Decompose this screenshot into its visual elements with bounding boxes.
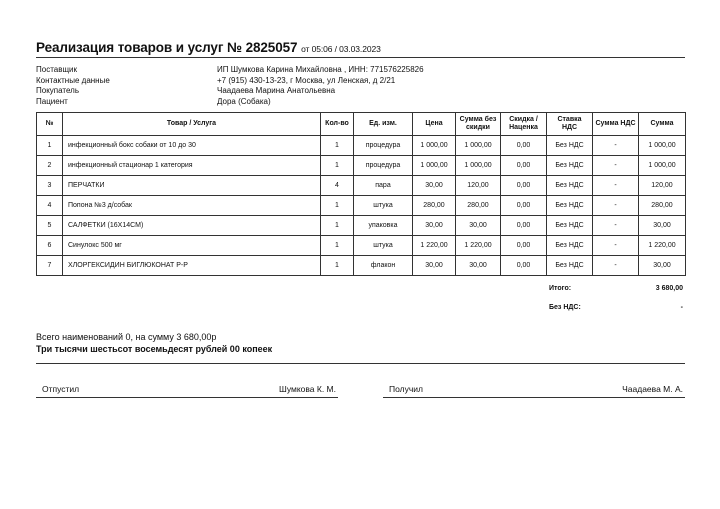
cell-unit: штука xyxy=(354,236,413,256)
cell-item: ПЕРЧАТКИ xyxy=(63,176,321,196)
signature-released xyxy=(36,384,338,398)
parties-info xyxy=(36,65,685,107)
cell-vat-rate: Без НДС xyxy=(547,256,593,276)
cell-discount: 0,00 xyxy=(501,176,547,196)
title-divider xyxy=(36,57,685,58)
cell-number: 2 xyxy=(37,156,63,176)
cell-price: 280,00 xyxy=(413,196,456,216)
vat-value: - xyxy=(680,304,683,311)
cell-sum: 30,00 xyxy=(639,256,686,276)
table-row xyxy=(37,236,686,256)
cell-number: 3 xyxy=(37,176,63,196)
title-text: Реализация товаров и услуг № 2825057 xyxy=(36,40,298,55)
cell-discount: 0,00 xyxy=(501,236,547,256)
cell-unit: флакон xyxy=(354,256,413,276)
cell-item: Синулокс 500 мг xyxy=(63,236,321,256)
info-row-supplier xyxy=(36,65,685,76)
cell-price: 1 000,00 xyxy=(413,156,456,176)
info-row-contacts xyxy=(36,76,685,87)
info-label: Контактные данные xyxy=(36,75,110,85)
cell-vat-sum: - xyxy=(593,136,639,156)
cell-qty: 1 xyxy=(321,256,354,276)
table-row xyxy=(37,136,686,156)
column-header: Товар / Услуга xyxy=(63,113,321,136)
cell-sum-before-discount: 120,00 xyxy=(456,176,501,196)
table-row xyxy=(37,176,686,196)
cell-discount: 0,00 xyxy=(501,196,547,216)
column-header: Сумма без скидки xyxy=(456,113,501,136)
summary-line: Всего наименований 0, на сумму 3 680,00р xyxy=(36,332,217,342)
vat-label: Без НДС: xyxy=(549,304,581,311)
cell-sum: 30,00 xyxy=(639,216,686,236)
received-name: Чаадаева М. А. xyxy=(622,384,683,394)
cell-qty: 1 xyxy=(321,196,354,216)
cell-vat-sum: - xyxy=(593,196,639,216)
totals-table xyxy=(36,279,685,317)
cell-number: 7 xyxy=(37,256,63,276)
column-header: № xyxy=(37,113,63,136)
column-header: Ставка НДС xyxy=(547,113,593,136)
info-row-buyer xyxy=(36,86,685,97)
cell-price: 30,00 xyxy=(413,216,456,236)
cell-unit: упаковка xyxy=(354,216,413,236)
info-value: +7 (915) 430-13-23, г Москва, ул Ленская, д 2/21 xyxy=(217,75,396,85)
total-value: 3 680,00 xyxy=(655,285,683,292)
cell-item: инфекционный стационар 1 категория xyxy=(63,156,321,176)
cell-sum-before-discount: 1 220,00 xyxy=(456,236,501,256)
cell-vat-rate: Без НДС xyxy=(547,156,593,176)
cell-item: САЛФЕТКИ (16Х14СМ) xyxy=(63,216,321,236)
items-table xyxy=(36,112,686,276)
cell-unit: процедура xyxy=(354,156,413,176)
cell-sum: 1 220,00 xyxy=(639,236,686,256)
cell-discount: 0,00 xyxy=(501,156,547,176)
table-row xyxy=(37,196,686,216)
cell-vat-sum: - xyxy=(593,216,639,236)
summary-divider xyxy=(36,363,685,364)
column-header: Сумма xyxy=(639,113,686,136)
info-label: Пациент xyxy=(36,96,68,106)
cell-price: 1 000,00 xyxy=(413,136,456,156)
document-title xyxy=(36,40,685,55)
cell-vat-rate: Без НДС xyxy=(547,196,593,216)
released-label: Отпустил xyxy=(42,384,80,394)
info-label: Поставщик xyxy=(36,65,78,74)
cell-discount: 0,00 xyxy=(501,216,547,236)
cell-sum: 1 000,00 xyxy=(639,136,686,156)
signatures xyxy=(36,384,685,398)
column-header: Кол-во xyxy=(321,113,354,136)
cell-qty: 1 xyxy=(321,236,354,256)
cell-sum-before-discount: 280,00 xyxy=(456,196,501,216)
signature-received xyxy=(383,384,685,398)
cell-discount: 0,00 xyxy=(501,256,547,276)
info-value: ИП Шумкова Карина Михайловна , ИНН: 771576225826 xyxy=(217,65,424,74)
column-header: Ед. изм. xyxy=(354,113,413,136)
cell-number: 6 xyxy=(37,236,63,256)
table-row xyxy=(37,156,686,176)
released-name: Шумкова К. М. xyxy=(279,384,336,394)
cell-sum-before-discount: 30,00 xyxy=(456,216,501,236)
vat-row xyxy=(36,298,685,317)
cell-number: 4 xyxy=(37,196,63,216)
column-header: Сумма НДС xyxy=(593,113,639,136)
cell-vat-sum: - xyxy=(593,176,639,196)
cell-vat-rate: Без НДС xyxy=(547,236,593,256)
total-row xyxy=(36,279,685,298)
cell-vat-rate: Без НДС xyxy=(547,176,593,196)
title-date: от 05:06 / 03.03.2023 xyxy=(301,44,381,54)
summary xyxy=(36,331,685,355)
cell-vat-sum: - xyxy=(593,236,639,256)
cell-qty: 1 xyxy=(321,216,354,236)
cell-unit: процедура xyxy=(354,136,413,156)
cell-unit: штука xyxy=(354,196,413,216)
cell-qty: 1 xyxy=(321,136,354,156)
info-value: Чаадаева Марина Анатольевна xyxy=(217,86,336,95)
column-header: Скидка / Наценка xyxy=(501,113,547,136)
invoice-document xyxy=(36,40,685,398)
cell-vat-rate: Без НДС xyxy=(547,136,593,156)
cell-discount: 0,00 xyxy=(501,136,547,156)
table-row xyxy=(37,256,686,276)
cell-qty: 4 xyxy=(321,176,354,196)
cell-item: Попона №3 д/собак xyxy=(63,196,321,216)
info-row-patient xyxy=(36,97,685,108)
received-label: Получил xyxy=(389,384,423,394)
cell-unit: пара xyxy=(354,176,413,196)
cell-sum: 120,00 xyxy=(639,176,686,196)
cell-number: 5 xyxy=(37,216,63,236)
info-value: Дора (Собака) xyxy=(217,96,271,106)
cell-vat-sum: - xyxy=(593,256,639,276)
cell-price: 30,00 xyxy=(413,256,456,276)
cell-item: ХЛОРГЕКСИДИН БИГЛЮКОНАТ Р-Р xyxy=(63,256,321,276)
cell-sum: 280,00 xyxy=(639,196,686,216)
cell-qty: 1 xyxy=(321,156,354,176)
cell-sum-before-discount: 1 000,00 xyxy=(456,156,501,176)
table-header-row xyxy=(37,113,686,136)
cell-price: 30,00 xyxy=(413,176,456,196)
cell-sum-before-discount: 1 000,00 xyxy=(456,136,501,156)
cell-vat-sum: - xyxy=(593,156,639,176)
cell-vat-rate: Без НДС xyxy=(547,216,593,236)
cell-number: 1 xyxy=(37,136,63,156)
total-label: Итого: xyxy=(549,285,572,292)
cell-sum: 1 000,00 xyxy=(639,156,686,176)
column-header: Цена xyxy=(413,113,456,136)
cell-sum-before-discount: 30,00 xyxy=(456,256,501,276)
cell-item: инфекционный бокс собаки от 10 до 30 xyxy=(63,136,321,156)
info-label: Покупатель xyxy=(36,86,79,95)
cell-price: 1 220,00 xyxy=(413,236,456,256)
table-row xyxy=(37,216,686,236)
summary-amount-in-words: Три тысячи шестьсот восемьдесят рублей 00 копеек xyxy=(36,344,273,354)
